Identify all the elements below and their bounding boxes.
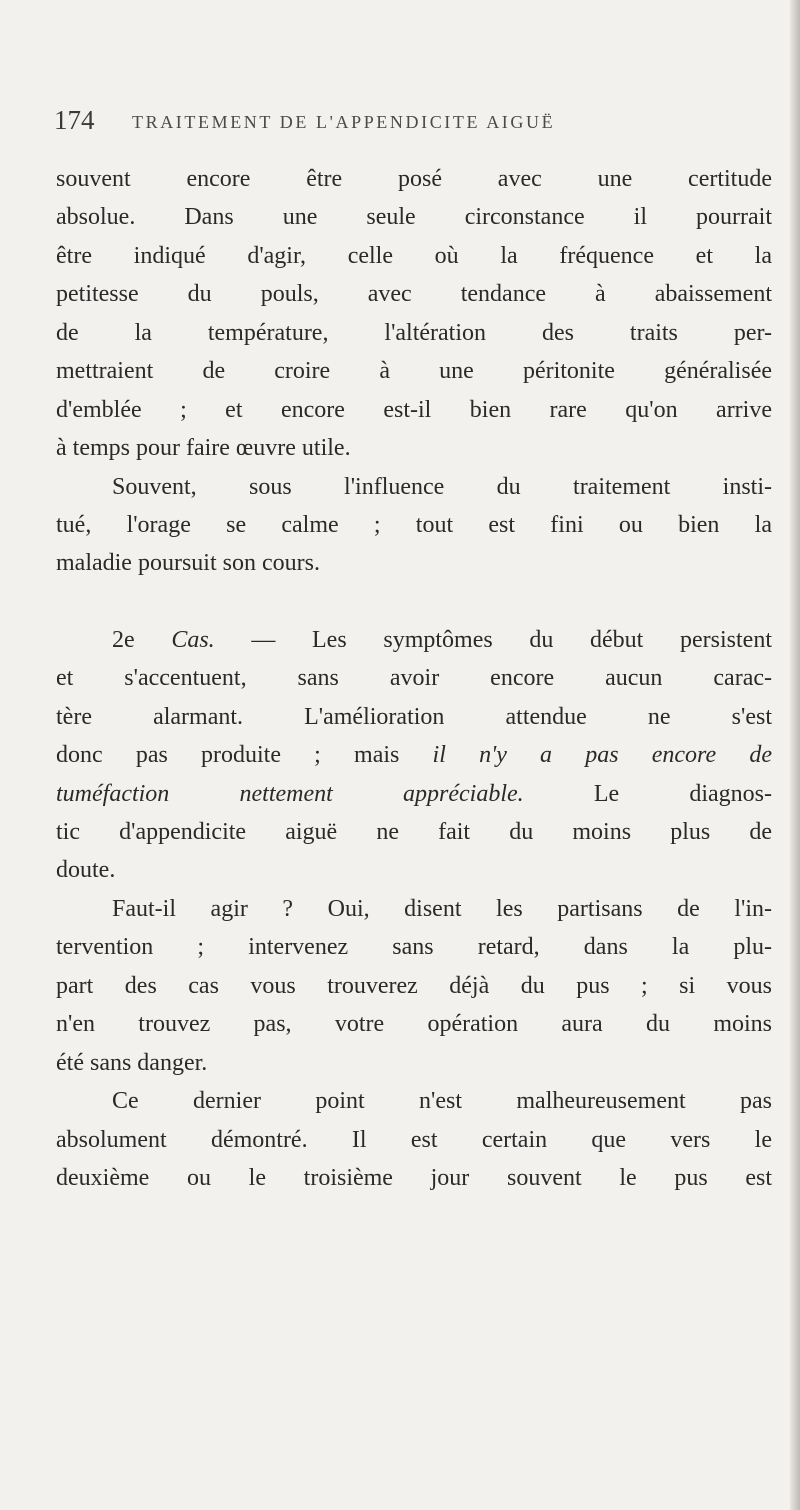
text-line: été sans danger.: [56, 1049, 208, 1076]
text-span: donc pas produite ; mais: [56, 742, 433, 769]
text-line: tère alarmant. L'amélioration attendue ne s'est: [56, 703, 772, 730]
paragraph-gap: [56, 583, 772, 621]
text-line: d'emblée ; et encore est-il bien rare qu'on arrive: [56, 396, 772, 423]
text-line: deuxième ou le troisième jour souvent le pus est: [56, 1164, 772, 1191]
page-edge-shadow: [790, 0, 800, 1510]
text-line: mettraient de croire à une péritonite généralisée: [56, 358, 772, 385]
body-text: [56, 160, 772, 1197]
text-span: — Les symptômes du début persistent: [214, 626, 772, 653]
case-label: Cas.: [171, 626, 215, 653]
text-line: de la température, l'altération des traits per-: [56, 319, 772, 346]
text-line: souvent encore être posé avec une certitude: [56, 166, 772, 192]
text-line: Faut-il agir ? Oui, disent les partisans de l'in-: [112, 895, 772, 922]
text-line: petitesse du pouls, avec tendance à abaissement: [56, 281, 772, 308]
running-head: TRAITEMENT DE L'APPENDICITE AIGUË: [132, 112, 556, 132]
text-line: et s'accentuent, sans avoir encore aucun carac-: [56, 665, 772, 692]
text-line: être indiqué d'agir, celle où la fréquence et la: [56, 242, 772, 269]
text-line: Ce dernier point n'est malheureusement pas: [112, 1088, 772, 1115]
text-line: n'en trouvez pas, votre opération aura du moins: [56, 1011, 772, 1038]
text-line: part des cas vous trouverez déjà du pus ; si vous: [56, 972, 772, 999]
text-line: absolue. Dans une seule circonstance il pourrait: [56, 204, 772, 231]
text-line: tic d'appendicite aiguë ne fait du moins plus de: [56, 819, 772, 845]
text-line: [56, 775, 772, 813]
text-line: doute.: [56, 857, 116, 884]
text-line: tué, l'orage se calme ; tout est fini ou bien la: [56, 511, 772, 538]
case-number: 2e: [112, 626, 135, 653]
text-line: à temps pour faire œuvre utile.: [56, 435, 351, 462]
italic-span: il n'y a pas encore de: [432, 742, 772, 769]
page-number: 174: [54, 105, 95, 135]
text-span: Le diagnos-: [523, 780, 772, 807]
case-heading-line: [56, 621, 772, 659]
text-line: tervention ; intervenez sans retard, dans la plu-: [56, 934, 772, 961]
text-line: maladie poursuit son cours.: [56, 550, 320, 577]
text-line: Souvent, sous l'influence du traitement insti-: [112, 473, 772, 500]
page-header: [54, 100, 774, 140]
text-line: [56, 736, 772, 774]
italic-span: tuméfaction nettement appréciable.: [56, 780, 524, 807]
text-line: absolument démontré. Il est certain que vers le: [56, 1126, 772, 1153]
